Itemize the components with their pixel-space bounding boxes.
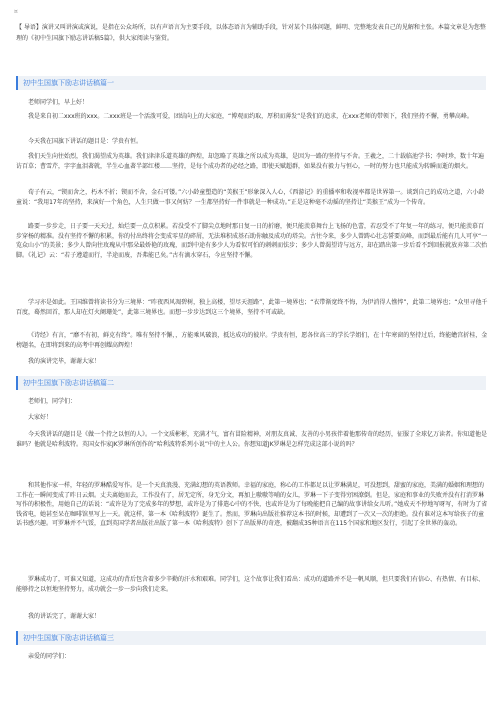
paragraph: 《诗经》有言，“靡不有初，鲜克有终”。唯有坚持不懈，，方能乘风破浪，抵达成功的彼岸。学贵有恒，愿各位高三的学长学姐们，在十年寒窗的坚持过后，终能蟾宫折桂，金榜题名，在即将到来的高考中再创耀高辉煌！: [16, 332, 488, 349]
paragraph: 路要一步步走，日子要一天天过，灿烂要一点点积累。若没受不了脚尖点地时那日复一日的折磨，便只能羡慕舞台上飞扬的色蕾，若忍受不了年复一年的练习，便只能羡慕百步穿杨的精准。没有坚持不懈的积累，你的付出终将会变成零星的碎屑，无法堆积成基石助你触及成功的塔尖。古往今来，多少人曾踌心壮志誓要高峰，而到最后能有几人可享“一览众山小”的美景；多少人曾向往玫瑰从中那朵最娇艳的玫瑰，而到中途有多少人为看似可怕的刺刺而怯步；多少人曾渴望诗与远方，却在踏出第一步后看不到回报就放弃第二次抬脚。《礼记》云：“若子遵道而行，半途而废，吾弗能已矣。”古有滴水穿石，今应坚持不懈。: [16, 223, 488, 259]
paragraph: 今天我在国旗下讲话的题目是：学贵有恒。: [28, 138, 143, 145]
paragraph: 我的演讲完毕，谢谢大家！: [28, 358, 101, 365]
paragraph: 大家好！: [28, 414, 53, 421]
corner-mark: ¤: [14, 8, 18, 15]
paragraph: 罗琳成功了，可谁又知道，这成功的背后包含着多少辛勤的汗水和艰难。同学们，这个故事让我们看出：成功的道路并不是一帆风顺，但只要我们有信心、有热情、有目标、能够持之以恒地坚持努力，成功就会一步一步向我们走来。: [16, 576, 485, 593]
section-title-2: 初中生国旗下励志讲话稿篇二: [16, 376, 486, 390]
paragraph: 学习亦是如此。王国维曾将读书分为三境界：“昨夜西风凋碧树，独上高楼，望尽天涯路”，此第一境界也；“衣带渐宽终不悔，为伊消得人憔悴”，此第二境界也；“众里寻他千百度，蓦然回首，那人却在灯火阑珊处”，此第三境界也。而想一步步达到这三个境界，坚持不可或缺。: [16, 299, 488, 316]
paragraph: 老师们，同学们：: [28, 398, 77, 405]
paragraph: 我们天生向往始烈，我们渴望成为英雄。我们津津乐道英雄的辉煌，却忽略了英雄之所以成为英雄，是因为一路的坚持与不舍。王羲之，二十载临池学书；李时珍，数十年遍访百草；曹雪芹，字字血泪著就，半生心血著半部红楼……坚持，是每个成功者的必经之路，即使天赋超群，如果没有毅力与恒心，一时的努力也只能成为转瞬而逝的烟火。: [16, 153, 485, 170]
paragraph: 荀子有云，“锲而舍之，朽木不折；锲而不舍，金石可镂。”六小龄童塑造的“美猴王”形象深入人心，《西游记》的重播率和收视率都是世界第一。谈到自己的成功之道，六小龄童说：“我用17年的坚持，来演好一个角色，人生只做一事又何妨？一生都坚持好一件事就是一种成功。”正是这种毫不动摇的坚持让“美猴王”成为一个传奇。: [16, 189, 485, 206]
paragraph: 今天我讲话的题目是《做一个持之以恒的人》。一个文质彬彬，充满才气，富有冒险精神，对朋友真诚、友善的小男孩伴着他那传奇的经历，征服了全球亿万读者。你知道他是谁吗？他就是哈利波特。英国女作家JK罗琳所创作的“哈利波特系列小说”中的主人公。你想知道JK罗琳是怎样完成这部小说的吗？: [16, 431, 488, 448]
paragraph: 亲爱的同学们：: [28, 653, 71, 660]
paragraph: 我的讲话完了，谢谢大家！: [28, 613, 101, 620]
paragraph: 我是来自初二xxx班的xxx。二xxx班是一个活泼可爱，团结向上的大家庭，“博观而约取，厚积而薄发”是我们的追求，在xxx老师的带领下，我们坚持不懈，勇攀高峰。: [28, 113, 473, 120]
section-title-1: 初中生国旗下励志讲话稿篇一: [16, 76, 486, 90]
section-title-3: 初中生国旗下励志讲话稿篇三: [16, 631, 486, 645]
paragraph: 老师同学们，早上好！: [28, 99, 89, 106]
guide-paragraph: 【 导语】演讲又叫讲演或演说，是指在公众场所，以有声语言为主要手段，以体态语言为辅助手段，针对某个具体问题，鲜明、完整地发表自己的见解和主张。本篇文章是为您整理的《初中生国旗下励志讲话稿5篇》，供大家阅读与鉴赏。: [16, 24, 486, 42]
paragraph: 和其他作家一样，年轻的罗琳酷爱写作。是一个天真浪漫、充满幻想的英语教师。幸福的家庭，称心的工作都足以让罗琳满足，可没想到，甜蜜的家庭，美满的婚姻和理想的工作在一瞬间变成了昨日云烟。丈夫离她而去，工作没有了，居无定所，身无分文，再加上嗷嗷等哺的女儿，罗琳一下子变得穷困潦倒。但是，家庭和事业的失败并没有打消罗琳写作的积极性，用她自己的话说：“或许是为了完成多年的梦想，或许是为了排遣心中的不快，也或许是为了每晚能把自己编的故事讲给女儿听。”她成天不停地写呀写，有时为了省钱省电，她甚至呆在咖啡馆里写上一天。就这样，第一本《哈利波特》诞生了。然而，罗琳向出版社推荐这本书的时候，却遭到了一次又一次的拒绝。没有谁对这本写给孩子的童话书感兴趣。可罗琳并不气馁，直到英国学者出版社出版了第一本《哈利波特》创下了出版界的奇迹，被翻成35种语言在115个国家和地区发行，引起了全世界的轰动。: [16, 482, 488, 527]
